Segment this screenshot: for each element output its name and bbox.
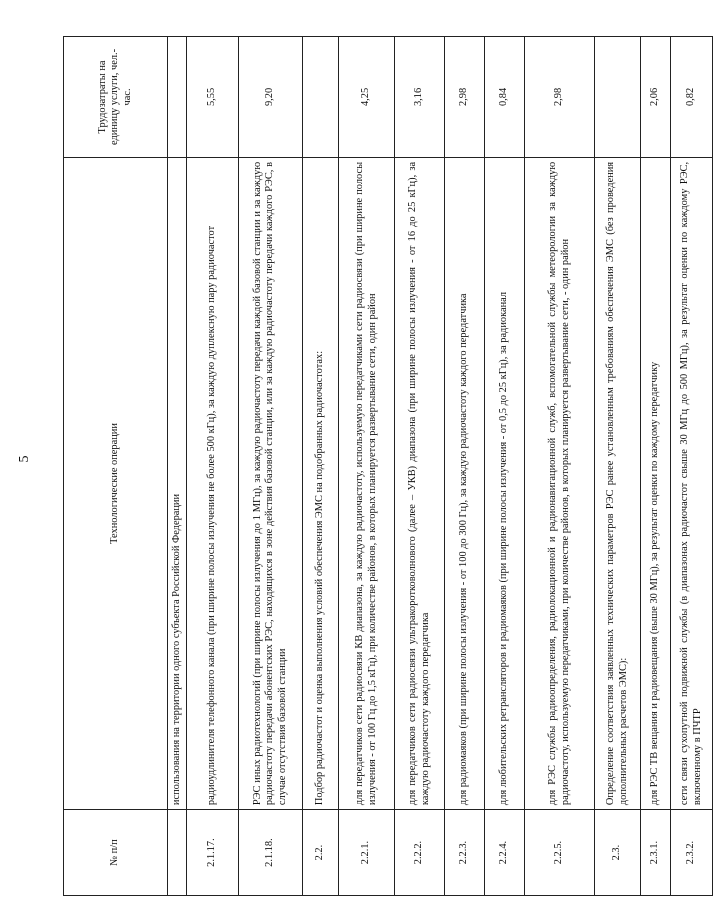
row-operation: для радиомаяков (при ширине полосы излучения - от 100 до 300 Гц), за каждую радиочастоту каждого передатчика [445,157,485,809]
table-row [525,37,595,896]
table-row [485,37,525,896]
row-operation: Определение соответствия заявленных технических параметров РЭС ранее установленным требованиям обеспечения ЭМС (без проведения дополнительных расчетов ЭМС): [595,157,641,809]
table-row [641,37,671,896]
table-row [168,37,187,896]
row-operation: для РЭС ТВ вещания и радиовещания (выше 30 МГц), за результат оценки по каждому передатчику [641,157,671,809]
row-operation: для РЭС службы радиоопределения, радиолокационной и радионавигационной служб, вспомогательной службы метеорологии за каждую радиочастоту, используемую передатчиками, при количестве районов, в которых планируется развертывание сети, - один район [525,157,595,809]
row-operation: использования на территории одного субъекта Российской Федерации [168,157,187,809]
row-operation: сети связи сухопутной подвижной службы (в диапазонах радиочастот свыше 30 МГц до 500 МГц), за результат оценки по каждому РЭС, включенному в ПЧТР [671,157,713,809]
row-num: 2.2.2. [395,810,445,896]
row-value: 0,84 [485,37,525,158]
row-num: 2.3. [595,810,641,896]
row-num [168,810,187,896]
row-num: 2.2.4. [485,810,525,896]
table-row [595,37,641,896]
table-row [671,37,713,896]
row-operation: радиоудлинителя телефонного канала (при ширине полосы излучения не более 500 кГц), за каждую дуплексную пару радиочастот [187,157,239,809]
row-value [303,37,339,158]
row-operation: для передатчиков сети радиосвязи ультракоротковолнового (далее – УКВ) диапазона (при ширине полосы излучения - от 16 до 25 кГц), за каждую радиочастоту каждого передатчика [395,157,445,809]
row-value: 9,20 [239,37,303,158]
row-operation: для передатчиков сети радиосвязи КВ диапазона, за каждую радиочастоту, используемую передатчиками сети радиосвязи (при ширине полосы излучения - от 100 Гц до 1,5 кГц), при количестве районов, в которых планируется развертывание сети, один район [339,157,395,809]
table-row [339,37,395,896]
row-num: 2.2.3. [445,810,485,896]
rotated-table-container [63,36,703,896]
row-value: 2,98 [445,37,485,158]
table-row [445,37,485,896]
row-value: 2,06 [641,37,671,158]
row-num: 2.3.1. [641,810,671,896]
table-row [303,37,339,896]
header-labor: Трудозатраты на единицу услуги, чел.-час. [64,37,168,158]
row-value: 0,82 [671,37,713,158]
header-operation: Технологические операции [64,157,168,809]
row-operation: для любительских ретрансляторов и радиомаяков (при ширине полосы излучения - от 0,5 до 25 кГц), за радиоканал [485,157,525,809]
row-num: 2.3.2. [671,810,713,896]
header-num: № п/п [64,810,168,896]
row-operation: Подбор радиочастот и оценка выполнения условий обеспечения ЭМС на подобранных радиочастотах: [303,157,339,809]
row-value [595,37,641,158]
row-value: 2,98 [525,37,595,158]
row-num: 2.1.18. [239,810,303,896]
row-value [168,37,187,158]
table-row [239,37,303,896]
row-num: 2.2. [303,810,339,896]
table-row [187,37,239,896]
page-number: 5 [17,455,32,463]
row-value: 5,55 [187,37,239,158]
row-num: 2.2.1. [339,810,395,896]
labor-table [63,36,713,896]
row-num: 2.1.17. [187,810,239,896]
table-header-row [64,37,168,896]
table-row [395,37,445,896]
row-operation: РЭС иных радиотехнологий (при ширине полосы излучения до 1 МГц), за каждую радиочастоту передачи каждой базовой станции и за каждую радиочастоту передачи абонентских РЭС, находящихся в зоне действия базовой станции, или за каждую радиочастоту передачи каждого РЭС, в случае отсутствия базовой станции [239,157,303,809]
row-num: 2.2.5. [525,810,595,896]
row-value: 4,25 [339,37,395,158]
row-value: 3,16 [395,37,445,158]
